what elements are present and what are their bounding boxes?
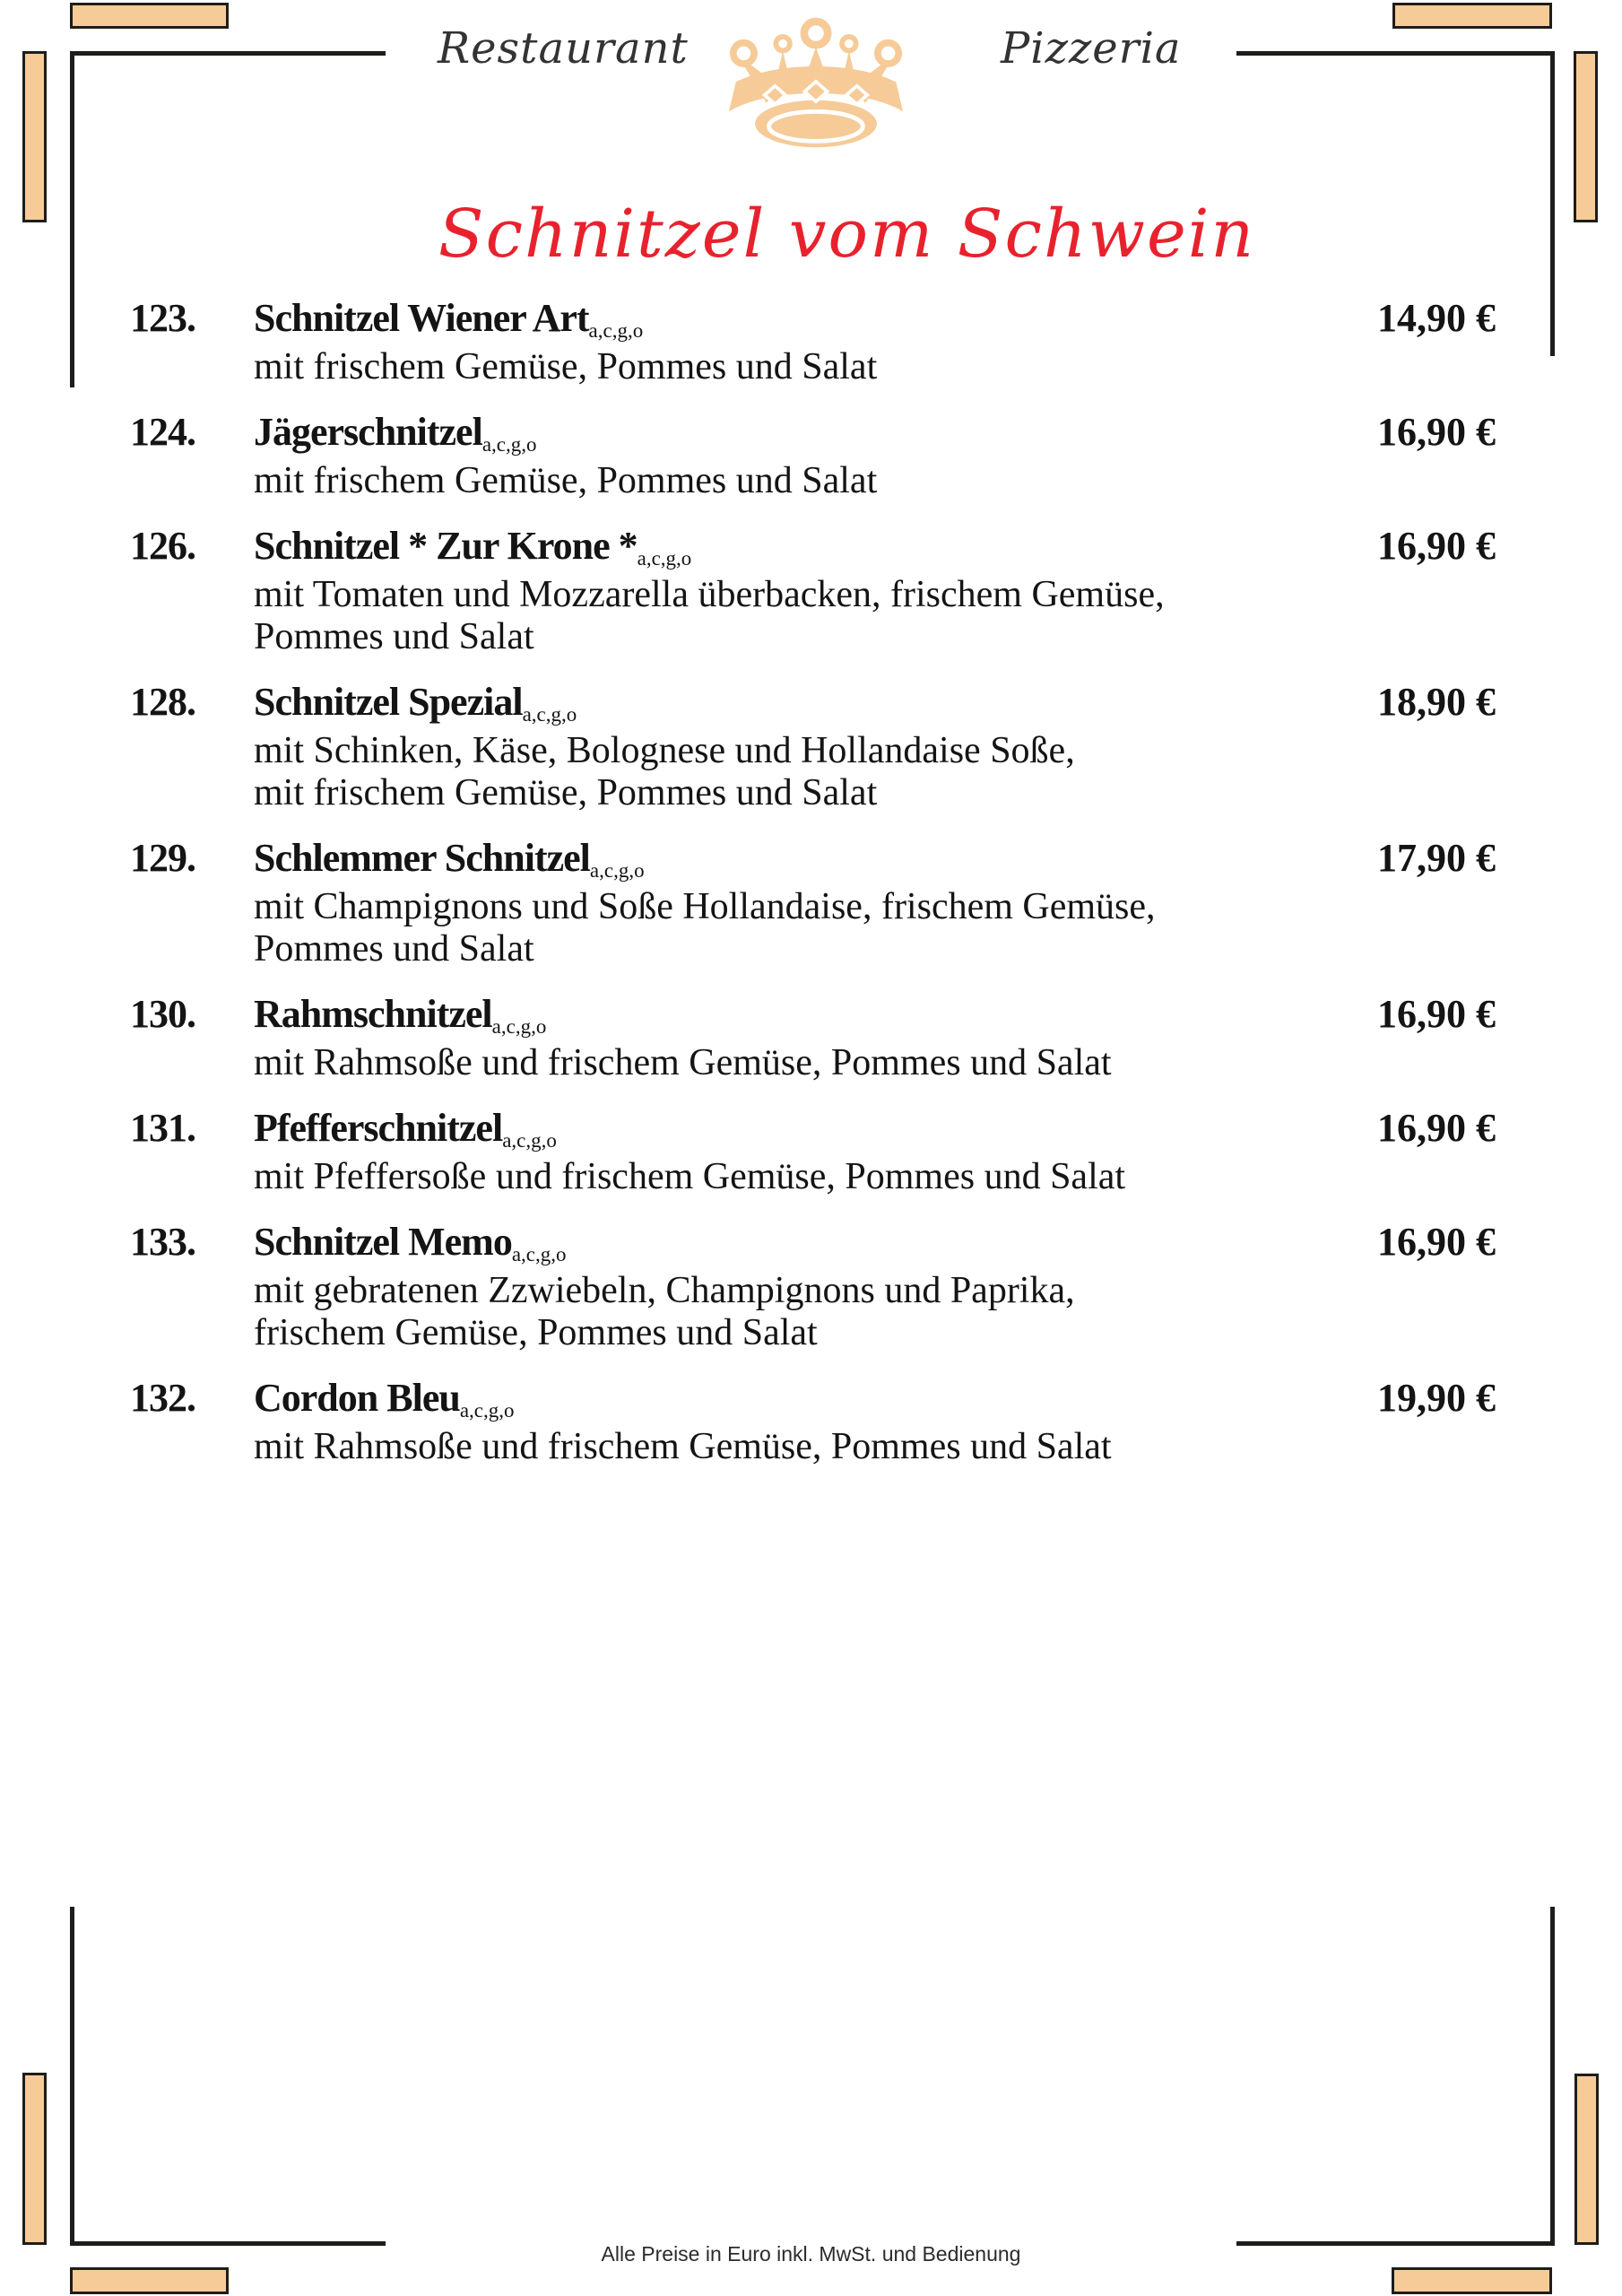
item-price: 16,90 € (1377, 410, 1496, 454)
menu-item (130, 410, 1496, 502)
item-description (254, 886, 1227, 970)
item-name: Schnitzel * Zur Krone * (254, 524, 638, 568)
item-price: 16,90 € (1377, 1106, 1496, 1150)
item-name: Schnitzel Memo (254, 1220, 512, 1264)
item-description-line: mit Pfeffersoße und frischem Gemüse, Pommes und Salat (254, 1156, 1126, 1197)
ornament-bar-bottom-left-horizontal (70, 2267, 229, 2294)
item-allergens: a,c,g,o (502, 1129, 557, 1152)
item-description-line: mit frischem Gemüse, Pommes und Salat (254, 460, 878, 501)
item-number: 131. (130, 1106, 195, 1150)
footer-note: Alle Preise in Euro inkl. MwSt. und Bedienung (601, 2242, 1021, 2266)
item-price: 19,90 € (1377, 1376, 1496, 1420)
crown-icon (695, 5, 937, 153)
item-description-line: mit Schinken, Käse, Bolognese und Hollandaise Soße, (254, 730, 1075, 771)
ornament-bar-top-right-horizontal (1392, 3, 1552, 29)
menu-item (130, 296, 1496, 388)
pizzeria-label: Pizzeria (1001, 23, 1182, 74)
item-description (254, 460, 1227, 502)
item-description (254, 730, 1227, 814)
item-name: Schnitzel Spezial (254, 680, 523, 724)
menu-item (130, 1220, 1496, 1354)
item-allergens: a,c,g,o (459, 1399, 515, 1422)
item-number: 123. (130, 296, 195, 340)
item-price: 16,90 € (1377, 1220, 1496, 1264)
item-description-line: mit Champignons und Soße Hollandaise, frischem Gemüse, Pommes und Salat (254, 886, 1156, 970)
menu-item (130, 1106, 1496, 1198)
item-number: 124. (130, 410, 195, 454)
item-allergens: a,c,g,o (588, 319, 644, 342)
item-name: Schlemmer Schnitzel (254, 836, 590, 880)
item-name: Rahmschnitzel (254, 992, 492, 1036)
frame-line-left-lower (70, 1907, 74, 2246)
item-description-line: mit frischem Gemüse, Pommes und Salat (254, 772, 878, 813)
item-price: 18,90 € (1377, 680, 1496, 724)
ornament-bar-top-left-horizontal (70, 3, 229, 29)
item-description (254, 1426, 1227, 1468)
item-description (254, 574, 1227, 658)
item-description-line: frischem Gemüse, Pommes und Salat (254, 1312, 818, 1353)
item-number: 132. (130, 1376, 195, 1420)
menu-item (130, 1376, 1496, 1468)
item-description-line: mit Rahmsoße und frischem Gemüse, Pommes und Salat (254, 1042, 1112, 1083)
item-price: 17,90 € (1377, 836, 1496, 880)
item-description-line: mit gebratenen Zzwiebeln, Champignons und Paprika, (254, 1270, 1075, 1311)
ornament-bar-bottom-left-vertical (22, 2073, 47, 2245)
item-name: Cordon Bleu (254, 1376, 460, 1420)
frame-line-top-right (1236, 51, 1555, 56)
menu-item (130, 836, 1496, 970)
item-allergens: a,c,g,o (589, 859, 645, 882)
frame-line-right-lower (1550, 1907, 1555, 2246)
ornament-bar-bottom-right-vertical (1574, 2074, 1599, 2245)
ornament-bar-top-left-vertical (22, 51, 47, 222)
item-name: Pfefferschnitzel (254, 1106, 503, 1150)
item-allergens: a,c,g,o (637, 547, 692, 570)
ornament-bar-bottom-right-horizontal (1392, 2267, 1552, 2294)
item-allergens: a,c,g,o (511, 1243, 567, 1265)
item-price: 16,90 € (1377, 992, 1496, 1036)
item-description (254, 1042, 1227, 1084)
item-name: Schnitzel Wiener Art (254, 296, 589, 340)
item-allergens: a,c,g,o (481, 433, 537, 456)
item-description (254, 346, 1227, 388)
restaurant-label: Restaurant (438, 23, 689, 74)
item-description-line: mit Rahmsoße und frischem Gemüse, Pommes und Salat (254, 1426, 1112, 1467)
item-price: 16,90 € (1377, 524, 1496, 568)
menu-item (130, 992, 1496, 1084)
item-name: Jägerschnitzel (254, 410, 482, 454)
item-number: 129. (130, 836, 195, 880)
item-number: 126. (130, 524, 195, 568)
item-description (254, 1156, 1227, 1198)
section-title: Schnitzel vom Schwein (438, 196, 1256, 273)
item-description-line: mit Tomaten und Mozzarella überbacken, frischem Gemüse, Pommes und Salat (254, 574, 1165, 657)
item-number: 133. (130, 1220, 195, 1264)
menu-item (130, 524, 1496, 658)
item-price: 14,90 € (1377, 296, 1496, 340)
menu-item (130, 680, 1496, 814)
item-allergens: a,c,g,o (491, 1015, 547, 1038)
item-number: 130. (130, 992, 195, 1036)
item-number: 128. (130, 680, 195, 724)
item-description-line: mit frischem Gemüse, Pommes und Salat (254, 346, 878, 387)
item-description (254, 1270, 1227, 1354)
menu-list (130, 296, 1496, 1490)
item-allergens: a,c,g,o (522, 703, 577, 726)
frame-line-top-left (70, 51, 386, 56)
